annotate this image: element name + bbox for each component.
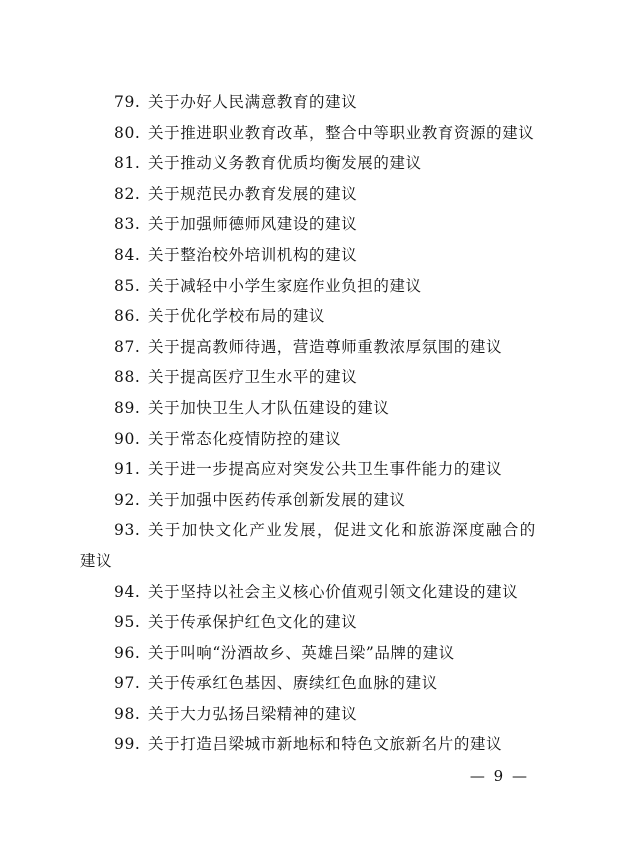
item-number: 91.: [114, 460, 141, 479]
item-text: 关于打造吕梁城市新地标和特色文旅新名片的建议: [148, 735, 503, 754]
item-number: 94.: [114, 582, 141, 601]
item-number: 89.: [114, 398, 141, 417]
item-text: 关于整治校外培训机构的建议: [148, 245, 358, 264]
item-number: 81.: [114, 154, 141, 173]
item-number: 90.: [114, 429, 141, 448]
list-item: [80, 209, 555, 240]
list-item: [80, 332, 555, 363]
item-text: 关于提高医疗卫生水平的建议: [148, 368, 358, 387]
item-number: 83.: [114, 215, 141, 234]
item-text: 关于推进职业教育改革，整合中等职业教育资源的建议: [148, 123, 535, 142]
list-item: [80, 607, 555, 638]
item-number: 92.: [114, 490, 141, 509]
item-text: 关于减轻中小学生家庭作业负担的建议: [148, 276, 422, 295]
list-item: [80, 668, 555, 699]
item-number: 96.: [114, 643, 141, 662]
item-text: 关于办好人民满意教育的建议: [148, 93, 358, 111]
item-text: 关于叫响“汾酒故乡、英雄吕梁”品牌的建议: [148, 643, 455, 662]
item-number: 97.: [114, 674, 141, 693]
item-number: 88.: [114, 368, 141, 387]
list-item: [80, 393, 555, 424]
list-item: [80, 271, 555, 302]
item-number: 85.: [114, 276, 141, 295]
item-text: 关于推动义务教育优质均衡发展的建议: [148, 154, 422, 173]
item-text: 关于优化学校布局的建议: [148, 307, 326, 326]
list-item: [80, 148, 555, 179]
item-number: 82.: [114, 184, 141, 203]
item-text: 关于加强师德师风建设的建议: [148, 215, 358, 234]
item-number: 80.: [114, 123, 141, 142]
item-text: 关于大力弘扬吕梁精神的建议: [148, 704, 358, 723]
list-item: [80, 515, 555, 576]
list-item: [80, 362, 555, 393]
item-text: 关于加快文化产业发展，促进文化和旅游深度融合的: [148, 521, 537, 540]
list-item: [80, 240, 555, 271]
item-number: 95.: [114, 613, 141, 632]
list-item: [80, 179, 555, 210]
proposal-list: [80, 87, 555, 760]
list-item: [80, 301, 555, 332]
list-item: [80, 485, 555, 516]
list-item: [80, 454, 555, 485]
item-text: 关于传承红色基因、赓续红色血脉的建议: [148, 674, 438, 693]
item-text: 关于提高教师待遇，营造尊师重教浓厚氛围的建议: [148, 337, 503, 356]
item-number: 98.: [114, 704, 141, 723]
item-text: 关于加快卫生人才队伍建设的建议: [148, 398, 390, 417]
item-number: 84.: [114, 245, 141, 264]
list-item: [80, 118, 555, 149]
list-item: [80, 638, 555, 669]
item-text: 关于常态化疫情防控的建议: [148, 429, 342, 448]
item-text: 关于规范民办教育发展的建议: [148, 184, 358, 203]
list-item: [80, 424, 555, 455]
item-number: 93.: [114, 521, 141, 540]
item-text: 关于传承保护红色文化的建议: [148, 613, 358, 632]
item-number: 99.: [114, 735, 141, 754]
item-text-continuation: 建议: [80, 551, 113, 570]
list-item: [80, 577, 555, 608]
list-item: [80, 729, 555, 760]
item-number: 87.: [114, 337, 141, 356]
item-number: 86.: [114, 307, 141, 326]
item-number: 79.: [114, 93, 141, 111]
list-item: [80, 699, 555, 730]
item-text: 关于进一步提高应对突发公共卫生事件能力的建议: [148, 460, 503, 479]
item-text: 关于坚持以社会主义核心价值观引领文化建设的建议: [148, 582, 519, 601]
list-item: [80, 87, 555, 118]
item-text: 关于加强中医药传承创新发展的建议: [148, 490, 406, 509]
page-number: — 9 —: [469, 767, 529, 785]
